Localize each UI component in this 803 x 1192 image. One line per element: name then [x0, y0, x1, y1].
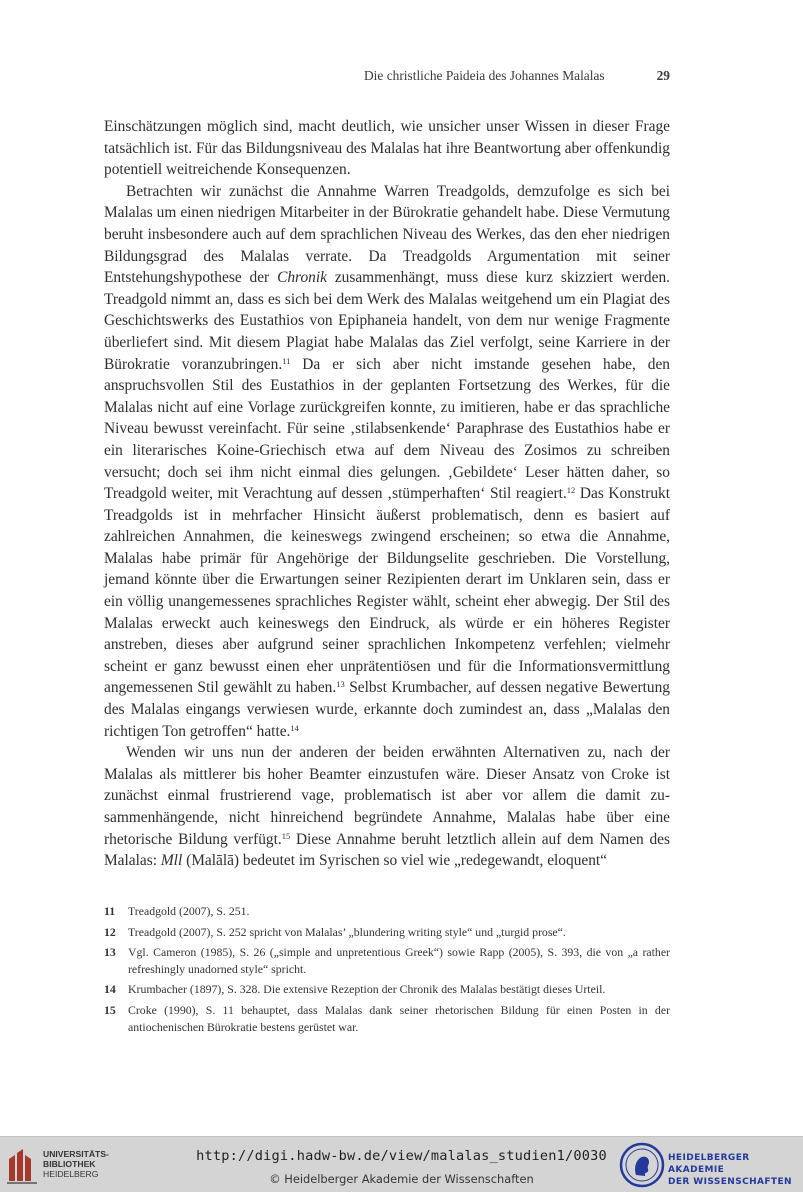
paragraph-2-text-a: Betrachten wir zunächst die Annahme Warren Treadgolds, demzufolge es sich bei Malalas um einen niedrigen Mitarbeiter in der Bürokratie gehandelt habe. Diese Vermutung beruht insbesondere auch auf dem sprachlichen Niveau des Werkes, das den eher niedrigen Bildungsgrad des Malalas verrate. Da Treadgolds Argumentation mit seiner Entstehungshypothese der [104, 182, 670, 287]
paragraph-2 [104, 181, 670, 742]
footnote-text: Vgl. Cameron (1985), S. 26 („simple and unpretentious Greek“) sowie Rapp (2005), S. 393, die von „a rather refreshingly unadorned style“ spricht. [128, 945, 670, 976]
paragraph-2-text-b: zusammenhängt, muss diese kurz skizziert werden. Treadgold nimmt an, dass es sich bei dem Werk des Malalas weitgehend um ein Plagiat des Geschichtswerks des Eustathios von Epiphaneia handelt, von dem nur wenige Fragmente überliefert sind. Mit diesem Plagiat habe Malalas das Ziel verfolgt, seine Karriere in der Bürokratie voranzubringen. [104, 269, 670, 373]
mll-emphasis: Mll [160, 852, 183, 870]
paragraph-2-text-c: Da er sich aber nicht imstande gesehen habe, den anspruchsvollen Stil des Eustathios in der geplanten Fortsetzung des Werkes, für die Malalas nicht auf eine Vorlage zurückgreifen konnte, zu imitieren, habe er das sprachliche Niveau bewusst vereinfacht. Für seine ‚stilabsenkende‘ Paraphrase des Eustathios habe er ein literarisches Koine-Griechisch etwa auf dem Niveau des Zosimos zu schreiben versucht; doch sei ihm nicht einmal dies gelungen. ‚Gebildete‘ Leser hätten daher, so Treadgold weiter, mit Verachtung auf dessen ‚stümperhaften‘ Stil reagiert. [104, 355, 670, 503]
academy-name[interactable] [668, 1152, 803, 1188]
paragraph-3-text-b: Diese Annahme beruht letztlich allein auf dem Namen des Malalas: [104, 830, 670, 870]
footnote-14 [104, 981, 670, 998]
page-number: 29 [656, 68, 670, 83]
chronik-emphasis: Chronik [277, 269, 327, 287]
footnote-text: Treadgold (2007), S. 251. [128, 904, 250, 918]
footnote-ref-15[interactable]: 15 [281, 830, 291, 841]
paragraph-1 [104, 116, 670, 181]
footnote-ref-11[interactable]: 11 [282, 355, 291, 366]
running-header [104, 68, 670, 84]
footnote-13 [104, 944, 670, 977]
footnote-ref-12[interactable]: 12 [566, 485, 576, 496]
ub-line-2: BIBLIOTHEK [43, 1159, 96, 1169]
paragraph-3 [104, 742, 670, 872]
footnotes [104, 903, 670, 1039]
paragraph-3-text-a: Wenden wir uns nun der anderen der beiden erwähnten Alternativen zu, nach der Malalas als mittlerer bis hoher Beamter einzustufen wäre. Dieser Ansatz von Croke ist zunächst einmal frustrierend vage, problematisch ist aber vor allem die damit zusammenhängende, nicht hinreichend begründete Annahme, Malalas habe über eine rhetorische Bildung verfügt. [104, 744, 670, 848]
footnote-ref-14[interactable]: 14 [290, 722, 299, 733]
paragraph-3-text-c: (Malālā) bedeutet im Syrischen so viel wie „redegewandt, eloquent“ [182, 852, 608, 870]
copyright-notice: © Heidelberger Akademie der Wissenschaften [269, 1172, 534, 1186]
paragraph-2-text-e: Selbst Krumbacher, auf dessen negative Bewertung des Malalas eingangs verwiesen wurde, erkannte doch zumindest an, dass „Malalas den richtigen Ton getroffen“ hatte. [104, 679, 670, 740]
permalink-url[interactable]: http://digi.hadw-bw.de/view/malalas_studien1/0030 [196, 1148, 607, 1164]
paragraph-2-text-d: Das Konstrukt Treadgolds ist in mehrfacher Hinsicht äußerst problematisch, denn es basiert auf zahlreichen Annahmen, die keineswegs zwingend erscheinen; so etwa die Annahme, Malalas habe primär für Angehörige der Bildungselite geschrieben. Die Vorstellung, jemand könnte über die Erwartungen seiner Rezipienten derart im Unklaren sein, dass er ein völlig unangemessenes sprachliches Register wählt, scheint eher abwegig. Der Stil des Malalas erweckt auch keineswegs den Eindruck, als würde er ein höheres Register anstreben, dieses aber aufgrund seiner sprachlichen Inkompetenz verfehlen; vielmehr scheint er ganz bewusst einen eher unprätentiösen und für die Informationsvermittlung angemessenen Stil gewählt zu haben. [104, 485, 670, 697]
footnote-number: 13 [104, 945, 116, 960]
footnote-text: Krumbacher (1897), S. 328. Die extensive Rezeption der Chronik des Malalas bestätigt dieses Urteil. [128, 982, 606, 997]
footnote-12 [104, 924, 670, 941]
footnote-ref-13[interactable]: 13 [336, 679, 345, 690]
digitization-banner [0, 1136, 803, 1192]
academy-line-2: DER WISSENSCHAFTEN [668, 1177, 792, 1187]
footnote-text: Croke (1990), S. 11 behauptet, dass Malalas dank seiner rhetorischen Bildung für einen Posten in der antiochenischen Bürokratie bestens gerüstet war. [128, 1002, 670, 1034]
footnote-number: 11 [104, 904, 116, 918]
running-title: Die christliche Paideia des Johannes Malalas [364, 68, 605, 83]
footnote-number: 15 [104, 1002, 116, 1017]
paragraph-1-text: Einschätzungen möglich sind, macht deutlich, wie unsicher unser Wissen in dieser Frage tatsächlich ist. Für das Bildungsniveau des Malalas hat ihre Beantwortung aber offenkundig potentiell weitreichende Konsequenzen. [104, 118, 670, 179]
footnote-text: Treadgold (2007), S. 252 spricht von Malalas’ „blundering writing style“ und „turgid prose“. [128, 924, 566, 939]
footnote-11 [104, 903, 670, 920]
footnote-number: 12 [104, 924, 116, 939]
academy-seal-icon[interactable] [619, 1142, 665, 1188]
footnote-15 [104, 1002, 670, 1035]
ub-line-3: HEIDELBERG [43, 1169, 99, 1179]
ub-line-1: UNIVERSITÄTS- [43, 1149, 109, 1159]
footnote-number: 14 [104, 982, 116, 997]
academy-line-1: HEIDELBERGER AKADEMIE [668, 1153, 750, 1175]
main-text [104, 116, 670, 872]
